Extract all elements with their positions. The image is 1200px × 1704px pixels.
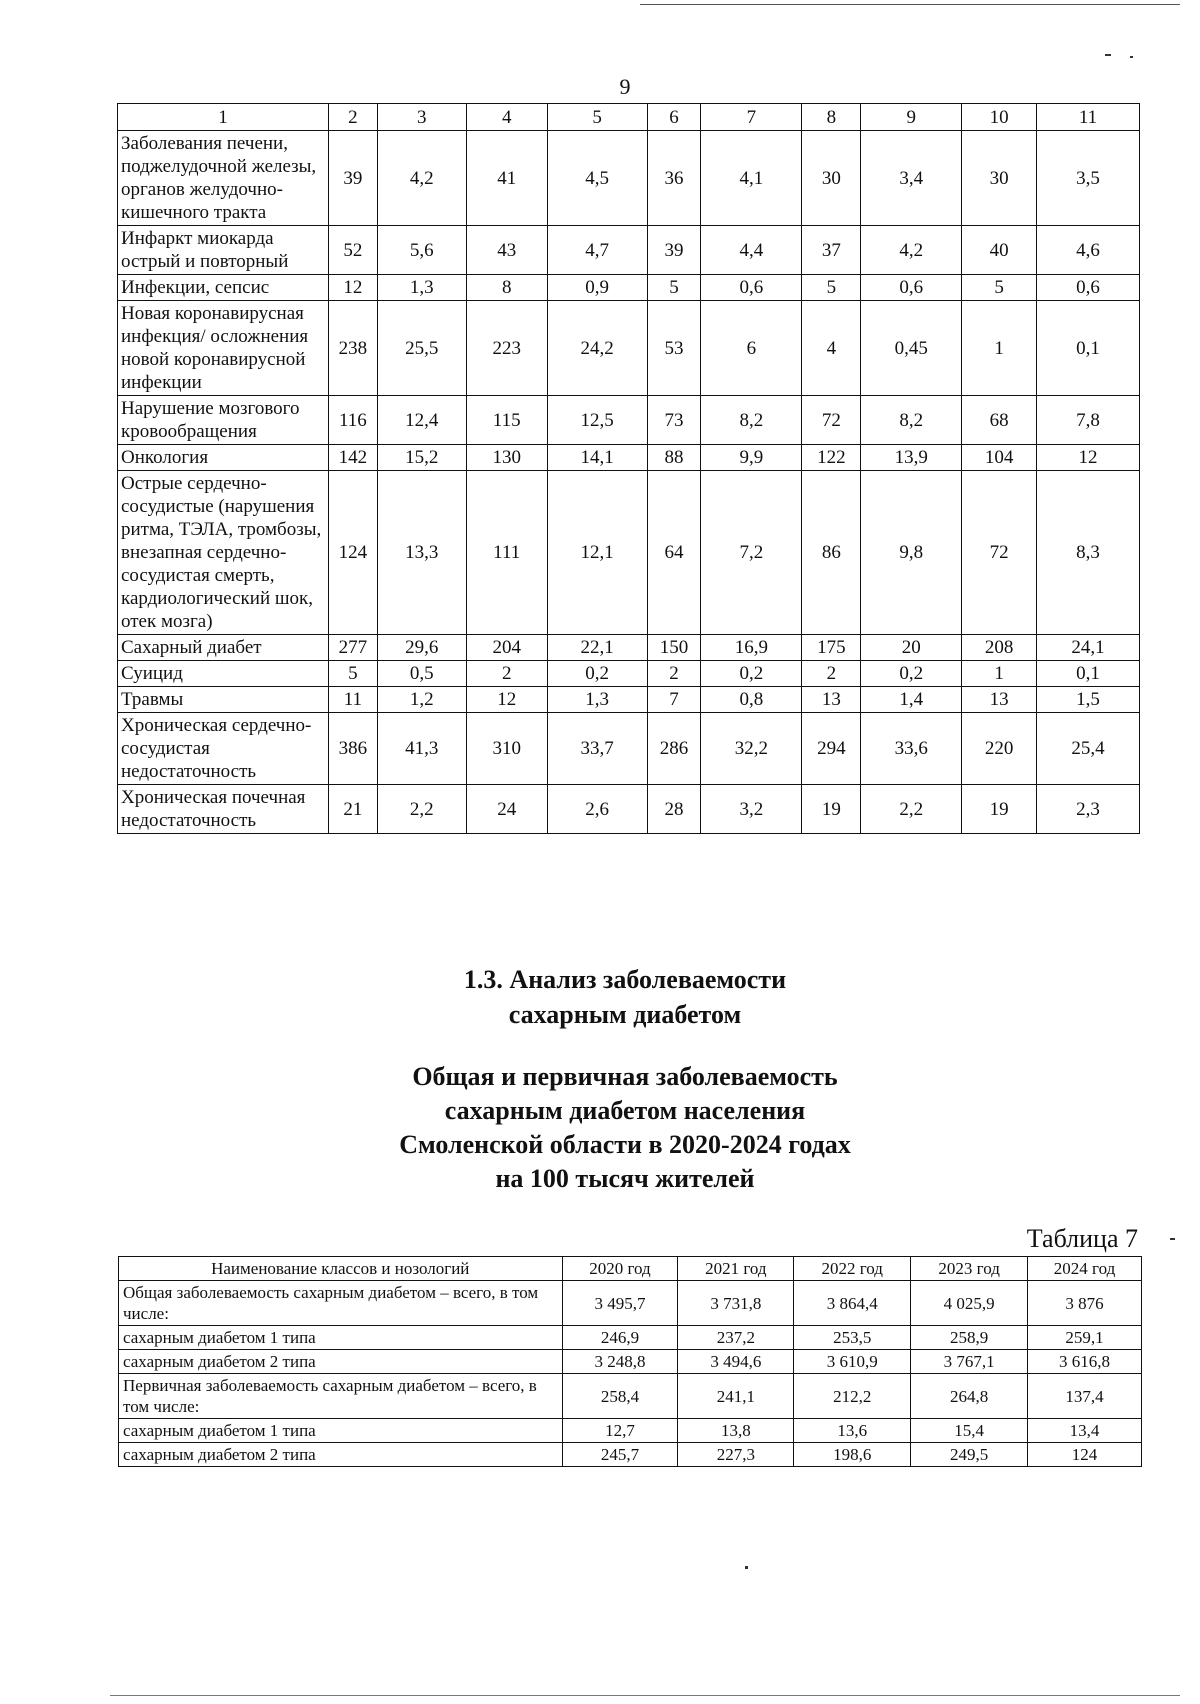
row-label: Нарушение мозгового кровообращения — [118, 396, 329, 445]
table-cell: 12,4 — [377, 396, 466, 445]
table-cell: 20 — [861, 635, 962, 661]
table-cell: 2,2 — [377, 785, 466, 834]
table-cell: 124 — [1028, 1443, 1142, 1467]
table-cell: 2,2 — [861, 785, 962, 834]
table-cell: 277 — [328, 635, 377, 661]
table-cell: 7 — [647, 687, 701, 713]
table-cell: 0,2 — [701, 661, 802, 687]
table-row — [118, 785, 1140, 834]
table-cell: 11 — [328, 687, 377, 713]
table-cell: 25,4 — [1037, 713, 1140, 785]
table-cell: 52 — [328, 226, 377, 275]
scan-speck — [1170, 1238, 1175, 1240]
table-cell: 12,5 — [547, 396, 647, 445]
row-label: Суицид — [118, 661, 329, 687]
table-cell: 204 — [466, 635, 547, 661]
table-cell: 386 — [328, 713, 377, 785]
table-cell: 0,2 — [547, 661, 647, 687]
scan-top-rule — [640, 4, 1180, 5]
row-label: сахарным диабетом 2 типа — [119, 1443, 563, 1467]
table-cell: 258,4 — [562, 1374, 678, 1419]
table-cell: 13,4 — [1028, 1419, 1142, 1443]
table-cell: 0,9 — [547, 275, 647, 301]
table-cell: 4,4 — [701, 226, 802, 275]
table-cell: 33,6 — [861, 713, 962, 785]
table-cell: 1 — [962, 661, 1037, 687]
column-number: 4 — [466, 104, 547, 131]
column-number: 7 — [701, 104, 802, 131]
table-cell: 3 731,8 — [678, 1281, 794, 1326]
table-cell: 0,2 — [861, 661, 962, 687]
table-cell: 1,4 — [861, 687, 962, 713]
table-cell: 3 864,4 — [794, 1281, 911, 1326]
column-header: 2022 год — [794, 1257, 911, 1281]
table-cell: 1,5 — [1037, 687, 1140, 713]
table-cell: 246,9 — [562, 1326, 678, 1350]
table-row — [118, 471, 1140, 635]
table-cell: 2 — [647, 661, 701, 687]
table-cell: 24 — [466, 785, 547, 834]
table-cell: 294 — [802, 713, 861, 785]
table-cell: 258,9 — [911, 1326, 1028, 1350]
table-cell: 0,1 — [1037, 661, 1140, 687]
table-cell: 5 — [962, 275, 1037, 301]
table-cell: 241,1 — [678, 1374, 794, 1419]
table-row — [119, 1443, 1142, 1467]
table-cell: 19 — [802, 785, 861, 834]
table-cell: 15,2 — [377, 445, 466, 471]
table-cell: 5 — [647, 275, 701, 301]
table-cell: 7,8 — [1037, 396, 1140, 445]
table-title-line: Смоленской области в 2020-2024 годах — [399, 1130, 851, 1159]
table-cell: 124 — [328, 471, 377, 635]
row-label: Онкология — [118, 445, 329, 471]
table-cell: 13,6 — [794, 1419, 911, 1443]
table-label: Таблица 7 — [1026, 1224, 1138, 1253]
table-cell: 286 — [647, 713, 701, 785]
table-cell: 2,6 — [547, 785, 647, 834]
column-header: 2024 год — [1028, 1257, 1142, 1281]
row-label: Инфекции, сепсис — [118, 275, 329, 301]
table-cell: 12,1 — [547, 471, 647, 635]
table-cell: 130 — [466, 445, 547, 471]
table-cell: 9,9 — [701, 445, 802, 471]
column-number: 2 — [328, 104, 377, 131]
table-cell: 208 — [962, 635, 1037, 661]
table-cell: 72 — [802, 396, 861, 445]
table-cell: 29,6 — [377, 635, 466, 661]
table-cell: 22,1 — [547, 635, 647, 661]
table-row — [118, 396, 1140, 445]
row-label: Хроническая почечная недостаточность — [118, 785, 329, 834]
table-cell: 116 — [328, 396, 377, 445]
row-label: сахарным диабетом 2 типа — [119, 1350, 563, 1374]
table-cell: 175 — [802, 635, 861, 661]
table-cell: 13,8 — [678, 1419, 794, 1443]
table-cell: 3,4 — [861, 131, 962, 226]
table-cell: 111 — [466, 471, 547, 635]
diabetes-incidence-table — [118, 1256, 1142, 1467]
table-cell: 33,7 — [547, 713, 647, 785]
table-cell: 4,2 — [377, 131, 466, 226]
table-cell: 1 — [962, 301, 1037, 396]
mortality-causes-table — [117, 103, 1140, 834]
row-label: Хроническая сердечно-сосудистая недостаточность — [118, 713, 329, 785]
scan-speck — [745, 1566, 748, 1569]
table-cell: 86 — [802, 471, 861, 635]
table-cell: 198,6 — [794, 1443, 911, 1467]
table-title — [0, 1060, 1200, 1196]
table-cell: 64 — [647, 471, 701, 635]
table-cell: 37 — [802, 226, 861, 275]
table-cell: 122 — [802, 445, 861, 471]
table-title-line: сахарным диабетом населения — [444, 1096, 806, 1125]
table-cell: 68 — [962, 396, 1037, 445]
table-row — [118, 445, 1140, 471]
table-cell: 73 — [647, 396, 701, 445]
table-cell: 3 610,9 — [794, 1350, 911, 1374]
table-cell: 4 — [802, 301, 861, 396]
table-cell: 115 — [466, 396, 547, 445]
table-header-row — [119, 1257, 1142, 1281]
table-cell: 310 — [466, 713, 547, 785]
table-cell: 13 — [802, 687, 861, 713]
table-cell: 0,6 — [701, 275, 802, 301]
column-number: 5 — [547, 104, 647, 131]
table-cell: 2 — [466, 661, 547, 687]
column-header: Наименование классов и нозологий — [119, 1257, 563, 1281]
table-cell: 3 495,7 — [562, 1281, 678, 1326]
table-cell: 237,2 — [678, 1326, 794, 1350]
table-cell: 30 — [802, 131, 861, 226]
table-cell: 40 — [962, 226, 1037, 275]
table-cell: 3,5 — [1037, 131, 1140, 226]
section-heading-line: сахарным диабетом — [508, 1000, 742, 1029]
table-row — [119, 1350, 1142, 1374]
table-cell: 53 — [647, 301, 701, 396]
table-cell: 15,4 — [911, 1419, 1028, 1443]
table-cell: 4,2 — [861, 226, 962, 275]
table-cell: 220 — [962, 713, 1037, 785]
column-number: 10 — [962, 104, 1037, 131]
table-row — [118, 713, 1140, 785]
table-cell: 3 494,6 — [678, 1350, 794, 1374]
column-number: 6 — [647, 104, 701, 131]
table-cell: 249,5 — [911, 1443, 1028, 1467]
table-row — [119, 1326, 1142, 1350]
table-cell: 238 — [328, 301, 377, 396]
row-label: Новая коронавирусная инфекция/ осложнения новой коронавирусной инфекции — [118, 301, 329, 396]
table-cell: 0,1 — [1037, 301, 1140, 396]
table-cell: 41 — [466, 131, 547, 226]
table-cell: 8,3 — [1037, 471, 1140, 635]
table-title-line: Общая и первичная заболеваемость — [412, 1062, 838, 1091]
table-title-line: на 100 тысяч жителей — [495, 1164, 755, 1193]
table-cell: 8,2 — [861, 396, 962, 445]
table-cell: 19 — [962, 785, 1037, 834]
table-cell: 9,8 — [861, 471, 962, 635]
table-cell: 150 — [647, 635, 701, 661]
table-cell: 12,7 — [562, 1419, 678, 1443]
table-cell: 2 — [802, 661, 861, 687]
table-cell: 3 248,8 — [562, 1350, 678, 1374]
column-number: 3 — [377, 104, 466, 131]
row-label: Общая заболеваемость сахарным диабетом – всего, в том числе: — [119, 1281, 563, 1326]
table-cell: 2,3 — [1037, 785, 1140, 834]
scan-speck — [1105, 54, 1111, 56]
table-cell: 104 — [962, 445, 1037, 471]
table-cell: 72 — [962, 471, 1037, 635]
table-cell: 4,6 — [1037, 226, 1140, 275]
table-cell: 6 — [701, 301, 802, 396]
table-cell: 39 — [328, 131, 377, 226]
column-number: 11 — [1037, 104, 1140, 131]
table-cell: 1,2 — [377, 687, 466, 713]
table-row — [118, 131, 1140, 226]
table-cell: 259,1 — [1028, 1326, 1142, 1350]
table-row — [119, 1419, 1142, 1443]
table-cell: 3 876 — [1028, 1281, 1142, 1326]
table-cell: 88 — [647, 445, 701, 471]
column-number: 9 — [861, 104, 962, 131]
table-cell: 137,4 — [1028, 1374, 1142, 1419]
row-label: Травмы — [118, 687, 329, 713]
table-cell: 24,1 — [1037, 635, 1140, 661]
table-cell: 43 — [466, 226, 547, 275]
table-cell: 4,1 — [701, 131, 802, 226]
table-cell: 36 — [647, 131, 701, 226]
table-cell: 25,5 — [377, 301, 466, 396]
section-heading-line: 1.3. Анализ заболеваемости — [463, 965, 787, 994]
table-cell: 5 — [802, 275, 861, 301]
table-cell: 12 — [466, 687, 547, 713]
section-heading — [0, 962, 1200, 1032]
column-number: 1 — [118, 104, 329, 131]
table-cell: 245,7 — [562, 1443, 678, 1467]
column-header: 2023 год — [911, 1257, 1028, 1281]
row-label: сахарным диабетом 1 типа — [119, 1419, 563, 1443]
table-cell: 3 616,8 — [1028, 1350, 1142, 1374]
column-header: 2020 год — [562, 1257, 678, 1281]
table-cell: 0,6 — [1037, 275, 1140, 301]
table-cell: 1,3 — [377, 275, 466, 301]
table-cell: 30 — [962, 131, 1037, 226]
table-cell: 264,8 — [911, 1374, 1028, 1419]
table-cell: 0,5 — [377, 661, 466, 687]
table-cell: 253,5 — [794, 1326, 911, 1350]
column-header: 2021 год — [678, 1257, 794, 1281]
table-cell: 8 — [466, 275, 547, 301]
table-row — [118, 301, 1140, 396]
table-cell: 32,2 — [701, 713, 802, 785]
table-row — [118, 635, 1140, 661]
table-cell: 24,2 — [547, 301, 647, 396]
table-cell: 12 — [1037, 445, 1140, 471]
table-row — [118, 226, 1140, 275]
table-cell: 13 — [962, 687, 1037, 713]
table-row — [118, 275, 1140, 301]
table-cell: 0,45 — [861, 301, 962, 396]
row-label: Сахарный диабет — [118, 635, 329, 661]
scan-speck — [1130, 56, 1133, 58]
scan-bottom-rule — [110, 1695, 1180, 1696]
row-label: Инфаркт миокарда острый и повторный — [118, 226, 329, 275]
row-label: Острые сердечно-сосудистые (нарушения ритма, ТЭЛА, тромбозы, внезапная сердечно-сосудистая смерть, кардиологический шок, отек мозга) — [118, 471, 329, 635]
table-row — [119, 1281, 1142, 1326]
table-cell: 227,3 — [678, 1443, 794, 1467]
table-cell: 0,8 — [701, 687, 802, 713]
table-cell: 13,3 — [377, 471, 466, 635]
table-cell: 3 767,1 — [911, 1350, 1028, 1374]
table-cell: 14,1 — [547, 445, 647, 471]
table-cell: 4,5 — [547, 131, 647, 226]
table-cell: 12 — [328, 275, 377, 301]
table-header-row — [118, 104, 1140, 131]
table-cell: 1,3 — [547, 687, 647, 713]
table-cell: 39 — [647, 226, 701, 275]
table-row — [118, 661, 1140, 687]
row-label: сахарным диабетом 1 типа — [119, 1326, 563, 1350]
table-cell: 4 025,9 — [911, 1281, 1028, 1326]
table-cell: 3,2 — [701, 785, 802, 834]
row-label: Первичная заболеваемость сахарным диабетом – всего, в том числе: — [119, 1374, 563, 1419]
table-cell: 5,6 — [377, 226, 466, 275]
table-cell: 7,2 — [701, 471, 802, 635]
table-row — [118, 687, 1140, 713]
table-cell: 13,9 — [861, 445, 962, 471]
table-cell: 8,2 — [701, 396, 802, 445]
table-cell: 4,7 — [547, 226, 647, 275]
row-label: Заболевания печени, поджелудочной железы, органов желудочно-кишечного тракта — [118, 131, 329, 226]
table-cell: 212,2 — [794, 1374, 911, 1419]
table-cell: 0,6 — [861, 275, 962, 301]
table-cell: 21 — [328, 785, 377, 834]
table-cell: 223 — [466, 301, 547, 396]
table-cell: 28 — [647, 785, 701, 834]
table-cell: 5 — [328, 661, 377, 687]
page-number: 9 — [619, 74, 631, 99]
table-row — [119, 1374, 1142, 1419]
table-cell: 41,3 — [377, 713, 466, 785]
column-number: 8 — [802, 104, 861, 131]
table-cell: 142 — [328, 445, 377, 471]
table-cell: 16,9 — [701, 635, 802, 661]
